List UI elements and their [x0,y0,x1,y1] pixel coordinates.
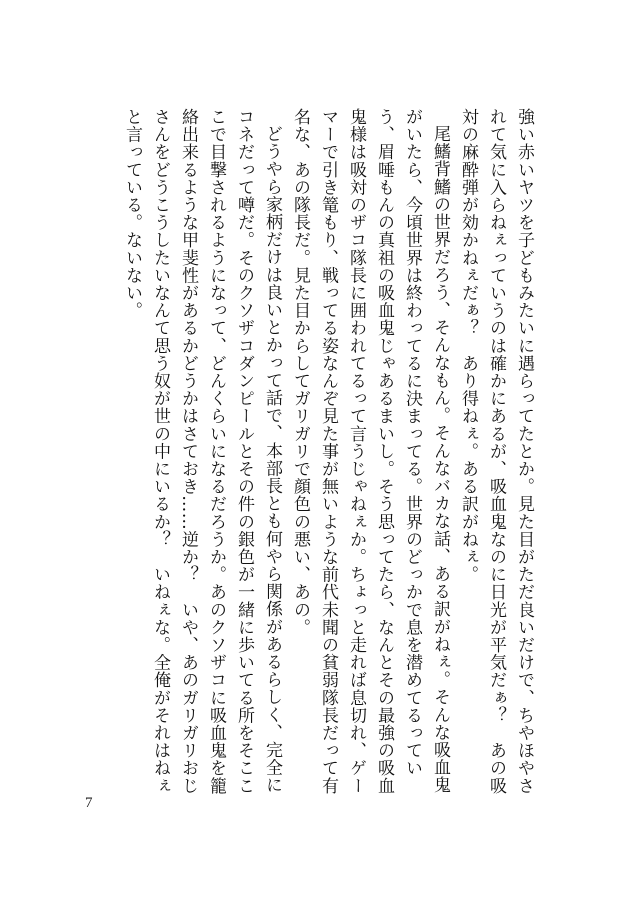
page-number: 7 [85,795,93,811]
paragraph-3: どうやら家柄だけは良いとかって話で、本部長とも何やら関係があるらしく、完全にコネだって噂だ。そのクソザコダンピールとその件の銀色が一緒に歩いてる所をそこここで目撃されるようになって、どんくらいになるだろうか。あのクソザコに吸血鬼を籠絡出来るような甲斐性があるかどうかはさておき……逆か？ いや、あのガリガリおじさんをどうこうしたいなんて思う奴が世の中にいるか？ いねぇな。全俺がそれはねぇと言っている。ないない。 [122,108,282,795]
paragraph-1: 強い赤いヤツを子どもみたいに遇らってたとか。見た目がただ良いだけで、ちやほやされて気に入らねぇっていうのは確かにあるが、吸血鬼なのに日光が平気だぁ？ あの吸対の麻酔弾が効かねぇだぁ？ あり得ねぇ。ある訳がねぇ。 [458,108,534,795]
vertical-text-body [68,108,538,798]
paragraph-2: 尾鰭背鰭の世界だろう、そんなもん。そんなバカな話、ある訳がねぇ。そんな吸血鬼がいたら、今頃世界は終わってるに決まってる。世界のどっかで息を潜めてるっていう、眉唾もんの真祖の吸血鬼じゃあるまいし。そう思ってたら、なんとその最強の吸血鬼様は吸対のザコ隊長に囲われてるって言うじゃねぇか。ちょっと走れば息切れ、ゲーマーで引き篭もり、戦ってる姿なんぞ見た事が無いような前代未聞の貧弱隊長だって有名な、あの隊長だ。見た目からしてガリガリで顔色の悪い、あの。 [290,108,450,795]
